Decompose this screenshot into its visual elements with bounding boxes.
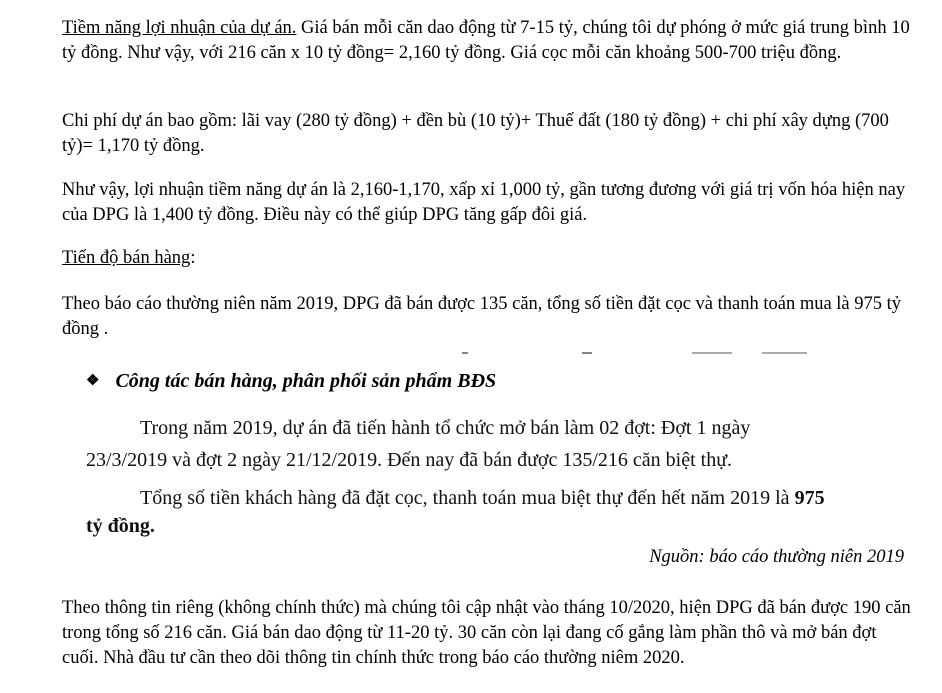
excerpt-line: [140, 484, 825, 512]
excerpt-amount: 975: [794, 487, 825, 509]
profit-potential-heading: Tiềm năng lợi nhuận của dự án.: [62, 18, 297, 38]
excerpt-line: 23/3/2019 và đợt 2 ngày 21/12/2019. Đến nay đã bán được 135/216 căn biệt thự.: [86, 449, 733, 471]
sales-progress-colon: :: [190, 248, 196, 268]
paragraph-project-costs: Chi phí dự án bao gồm: lãi vay (280 tỷ đồng) + đền bù (10 tỷ)+ Thuế đất (180 tỷ đồng) + chi phí xây dựng (700 tỷ)= 1,170 tỷ đồng.: [62, 111, 889, 156]
paragraph-profit-estimate: Như vậy, lợi nhuận tiềm năng dự án là 2,160-1,170, xấp xỉ 1,000 tỷ, gần tương đương với giá trị vốn hóa hiện nay của DPG là 1,400 tỷ đồng. Điều này có thể giúp DPG tăng gấp đôi giá.: [62, 180, 906, 225]
diamond-bullet-icon: ❖: [86, 373, 100, 389]
sales-progress-heading: Tiến độ bán hàng: [62, 248, 191, 268]
excerpt-heading: [86, 370, 496, 393]
scan-mark: [762, 352, 807, 354]
profit-potential-text: Giá bán mỗi căn dao động từ 7-15 tỷ, chúng tôi dự phóng ở mức giá trung bình 10 tỷ đồng. Như vậy, với 216 căn x 10 tỷ đồng= 2,160 tỷ đồng. Giá cọc mỗi căn khoảng 500-700 triệu đồng.: [62, 18, 910, 63]
excerpt-line-text: Tổng số tiền khách hàng đã đặt cọc, thanh toán mua biệt thự đến hết năm 2019 là: [140, 487, 795, 509]
paragraph-profit-potential: [62, 16, 912, 66]
scan-mark: [692, 352, 732, 354]
scan-mark: [462, 352, 468, 354]
scan-mark: [582, 352, 592, 354]
paragraph-private-update: Theo thông tin riêng (không chính thức) mà chúng tôi cập nhật vào tháng 10/2020, hiện DPG đã bán được 190 căn trong tổng số 216 căn. Giá bán dao động từ 11-20 tỷ. 30 căn còn lại đang cố gắng làm phần thô và mở bán đợt cuối. Nhà đầu tư cần theo dõi thông tin chính thức trong báo cáo thường niêm 2020.: [62, 598, 911, 668]
paragraph-annual-report-summary: Theo báo cáo thường niên năm 2019, DPG đã bán được 135 căn, tổng số tiền đặt cọc và thanh toán mua là 975 tỷ đồng .: [62, 294, 902, 339]
annual-report-excerpt: [62, 350, 912, 580]
source-citation: Nguồn: báo cáo thường niên 2019: [649, 547, 904, 567]
paragraph-sales-progress-heading: [62, 246, 912, 271]
excerpt-heading-text: Công tác bán hàng, phân phối sản phẩm BĐS: [115, 370, 497, 392]
excerpt-line: Trong năm 2019, dự án đã tiến hành tổ chức mở bán làm 02 đợt: Đợt 1 ngày: [140, 417, 751, 439]
scan-residue: [462, 350, 842, 356]
excerpt-line: tỷ đồng.: [86, 515, 155, 537]
